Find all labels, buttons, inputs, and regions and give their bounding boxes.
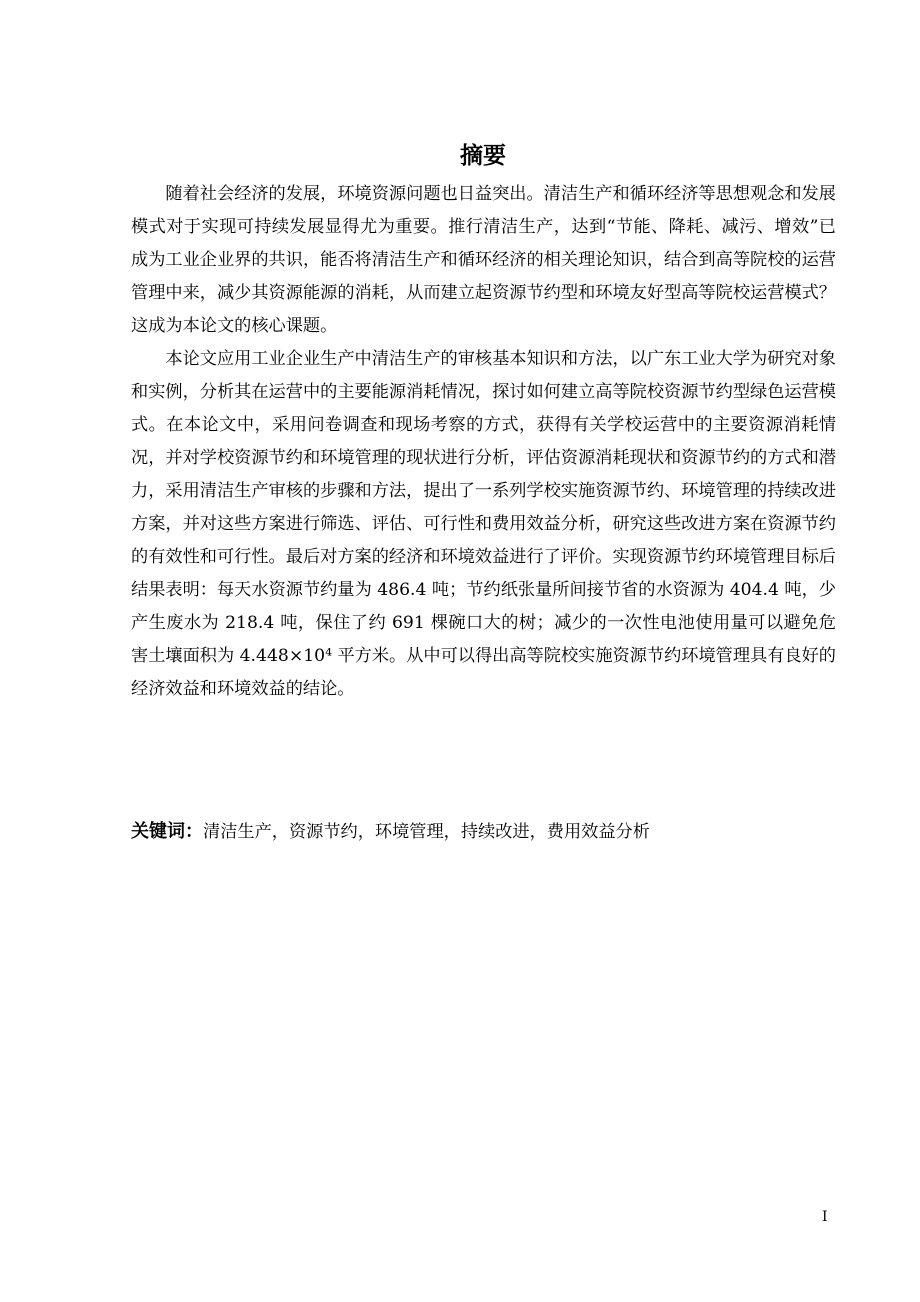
page-title: 摘要 <box>460 143 506 169</box>
abstract-paragraph-1: 随着社会经济的发展，环境资源问题也日益突出。清洁生产和循环经济等思想观念和发展模式对于实现可持续发展显得尤为重要。推行清洁生产，达到“节能、降耗、减污、增效”已成为工业企业界的共识，能否将清洁生产和循环经济的相关理论知识，结合到高等院校的运营管理中来，减少其资源能源的消耗，从而建立起资源节约型和环境友好型高等院校运营模式？这成为本论文的核心课题。 <box>131 184 836 336</box>
keywords-text: 清洁生产，资源节约，环境管理，持续改进，费用效益分析 <box>203 822 650 842</box>
keywords-line <box>131 817 836 847</box>
abstract-body <box>131 178 836 706</box>
page-number: I <box>822 1209 828 1225</box>
keywords-label: 关键词： <box>131 821 203 842</box>
abstract-paragraph-2: 本论文应用工业企业生产中清洁生产的审核基本知识和方法，以广东工业大学为研究对象和实例，分析其在运营中的主要能源消耗情况，探讨如何建立高等院校资源节约型绿色运营模式。在本论文中，采用问卷调查和现场考察的方式，获得有关学校运营中的主要资源消耗情况，并对学校资源节约和环境管理的现状进行分析，评估资源消耗现状和资源节约的方式和潜力，采用清洁生产审核的步骤和方法，提出了一系列学校实施资源节约、环境管理的持续改进方案，并对这些方案进行筛选、评估、可行性和费用效益分析，研究这些改进方案在资源节约的有效性和可行性。最后对方案的经济和环境效益进行了评价。实现资源节约环境管理目标后结果表明：每天水资源节约量为 486.4 吨；节约纸张量所间接节省的水资源为 404.4 吨，少产生废水为 218.4 吨，保住了约 691 棵碗口大的树；减少的一次性电池使用量可以避免危害土壤面积为 4.448×10⁴ 平方米。从中可以得出高等院校实施资源节约环境管理具有良好的经济效益和环境效益的结论。 <box>131 349 836 699</box>
